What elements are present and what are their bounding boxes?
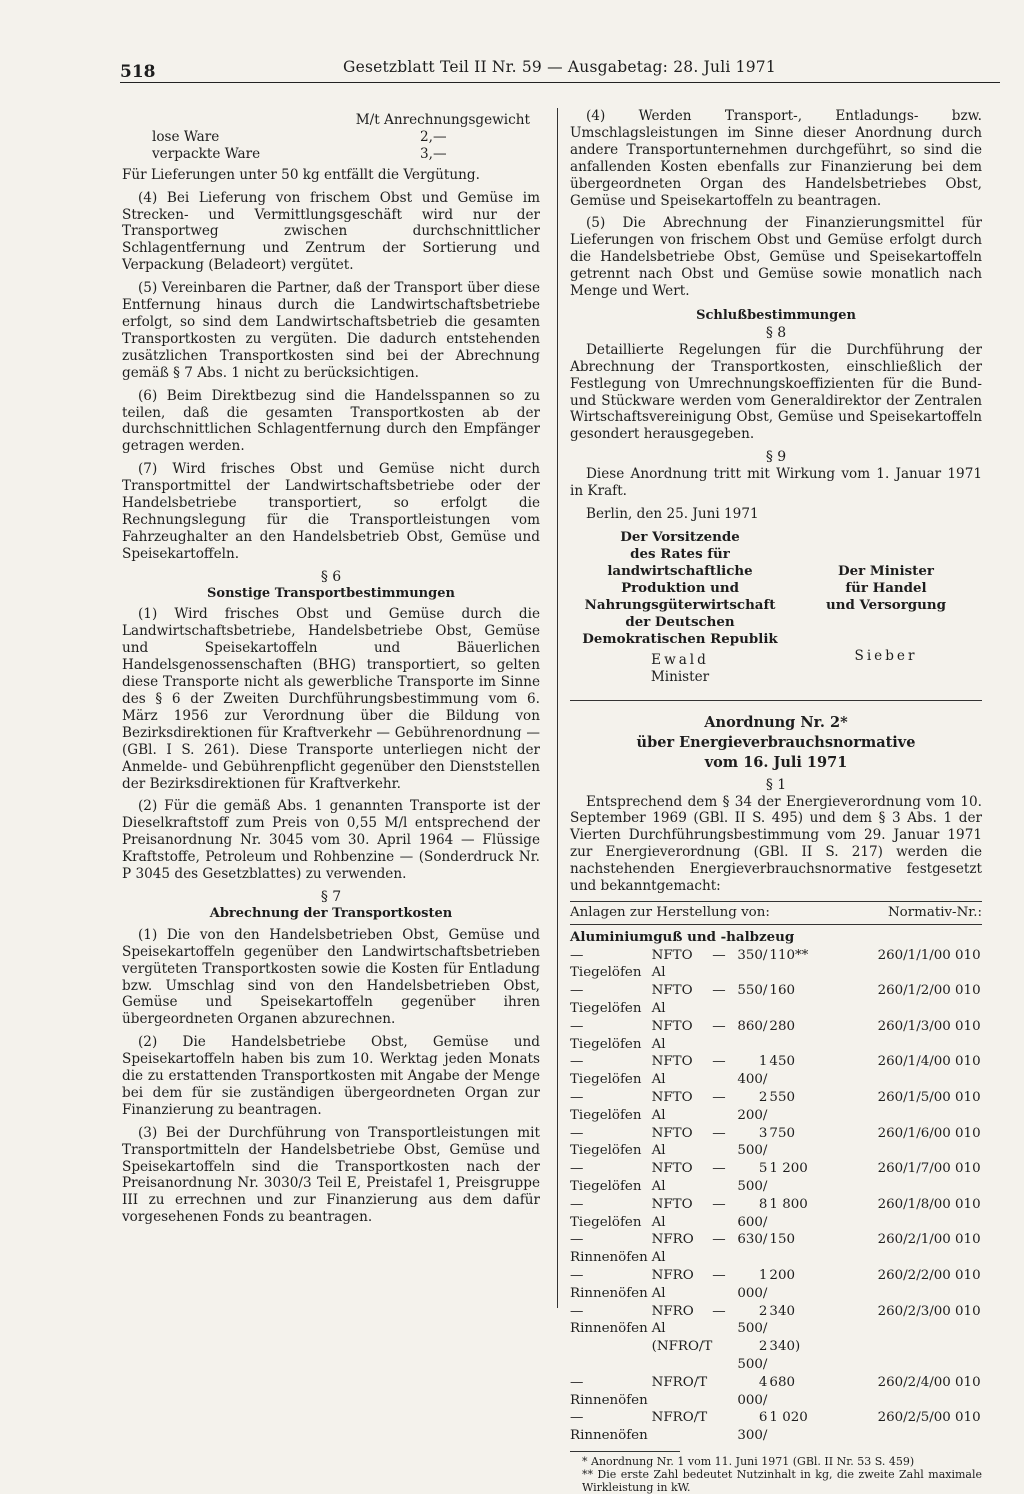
- signature-line: Der Vorsitzende: [620, 528, 740, 545]
- table-cell: 280: [769, 1018, 795, 1034]
- signature-line: der Deutschen: [625, 613, 735, 630]
- table-cell: 450: [769, 1054, 795, 1070]
- table-cell: 1 000/: [737, 1267, 768, 1301]
- table-header: [570, 902, 982, 924]
- signature-line: Der Minister: [838, 562, 934, 579]
- right-column: [570, 108, 982, 1494]
- table-cell: 680: [769, 1374, 795, 1390]
- table-row: [570, 1053, 982, 1089]
- table-cell: — Tiegelöfen: [570, 1054, 642, 1088]
- ordinance-subtitle: über Energieverbrauchsnormative: [636, 733, 916, 751]
- weight-header: M/t Anrechnungsgewicht: [355, 112, 530, 128]
- section-number: § 1: [765, 776, 787, 793]
- table-cell: — Rinnenöfen: [570, 1410, 648, 1444]
- section-number: § 8: [765, 324, 787, 341]
- table-cell: — Tiegelöfen: [570, 1089, 642, 1123]
- table-cell: 750: [769, 1125, 795, 1141]
- signature-line: für Handel: [845, 579, 927, 596]
- table-row: [570, 1338, 982, 1374]
- table-cell: 260/2/3/00 010: [877, 1303, 981, 1319]
- header-rule: [120, 82, 1000, 83]
- normative-table: [570, 929, 982, 1445]
- table-row: [570, 1303, 982, 1339]
- signature-line: landwirtschaftliche: [607, 562, 753, 579]
- table-cell: 260/1/7/00 010: [877, 1161, 981, 1177]
- paragraph: (5) Die Abrechnung der Finanzierungsmittel für Lieferungen von frischem Obst und Gemüse erfolgt durch die Handelsbetriebe Obst, Gemüse und Speisekartoffeln getrennt nach Obst und Gemüse sowie monatlich nach Menge und Wert.: [570, 215, 982, 300]
- page-number: 518: [120, 62, 156, 82]
- signature-line: des Rates für: [630, 545, 730, 562]
- table-group-heading: Aluminiumguß und -halbzeug: [570, 928, 795, 945]
- table-cell: 200: [769, 1267, 795, 1283]
- paragraph: (6) Beim Direktbezug sind die Handelsspannen so zu teilen, daß die gesamten Transportkosten ab der durchschnittlichen Schlagentfernung durch den Empfänger getragen werden.: [122, 387, 540, 455]
- table-row: [570, 1018, 982, 1054]
- table-cell: NFTO — Al: [651, 1054, 726, 1088]
- weight-value: 3,—: [420, 145, 447, 162]
- signature-line: Produktion und: [621, 579, 739, 596]
- weight-label: verpackte Ware: [152, 145, 261, 162]
- ordinance-date: vom 16. Juli 1971: [704, 753, 848, 771]
- table-cell: 2 500/: [737, 1339, 768, 1372]
- table-cell: 8 600/: [737, 1196, 768, 1230]
- paragraph: (3) Bei der Durchführung von Transportleistungen mit Transportmitteln der Handelsbetriebe Obst, Gemüse und Speisekartoffeln sind die Transportkosten nach der Preisanordnung Nr. 3030/3 Teil E, Preistafel 1, Preisgruppe III zu errechnen und zur Finanzierung aus dem dafür vorgesehenen Fonds zu beantragen.: [122, 1124, 540, 1226]
- table-cell: 550: [769, 1089, 795, 1105]
- table-cell: 4 000/: [737, 1374, 768, 1408]
- table-cell: 550/: [737, 983, 768, 999]
- paragraph: (2) Die Handelsbetriebe Obst, Gemüse und Speisekartoffeln haben bis zum 10. Werktag jeden Monats die zu erstattenden Transportkosten mit Angabe der Menge bei dem für sie zuständigen übergeordneten Organ zur Finanzierung zu beantragen.: [122, 1034, 540, 1118]
- table-cell: 260/1/5/00 010: [877, 1089, 981, 1105]
- table-cell: 160: [769, 983, 795, 999]
- ordinance-title: Anordnung Nr. 2*: [704, 713, 848, 731]
- table-cell: 630/: [737, 1232, 768, 1248]
- signer-role: Minister: [650, 668, 710, 685]
- table-row: [570, 1160, 982, 1196]
- table-header-cell: Normativ-Nr.:: [887, 905, 982, 920]
- table-cell: 2 200/: [737, 1089, 768, 1123]
- table-cell: 860/: [737, 1018, 768, 1034]
- left-column: [122, 112, 540, 1232]
- table-cell: — Rinnenöfen: [570, 1374, 648, 1408]
- table-cell: 1 200: [769, 1161, 808, 1177]
- signer-name: Ewald: [651, 651, 709, 668]
- signature-line: Nahrungsgüterwirtschaft: [584, 596, 776, 613]
- table-cell: 260/2/1/00 010: [877, 1232, 981, 1248]
- signature-left: [570, 529, 790, 686]
- table-cell: 260/1/2/00 010: [877, 983, 981, 999]
- table-cell: 260/1/4/00 010: [877, 1054, 981, 1070]
- table-cell: 1 800: [769, 1196, 808, 1212]
- section-number: § 6: [320, 568, 342, 585]
- section-title: Sonstige Transportbestimmungen: [207, 585, 455, 601]
- table-cell: 260/2/5/00 010: [877, 1410, 981, 1426]
- table-cell: — Tiegelöfen: [570, 947, 642, 981]
- signature-line: Demokratischen Republik: [582, 630, 778, 647]
- paragraph: (7) Wird frisches Obst und Gemüse nicht durch Transportmittel der Landwirtschaftsbetriebe oder der Handelsbetriebe transportiert, so erfolgt die Rechnungslegung für die Transportleistungen vom Fahrzeughalter an den Handelsbetrieb Obst, Gemüse und Speisekartoffeln.: [122, 461, 540, 562]
- table-cell: 3 500/: [737, 1125, 768, 1159]
- table-cell: — Tiegelöfen: [570, 1125, 642, 1159]
- paragraph: (4) Werden Transport-, Entladungs- bzw. Umschlagsleistungen im Sinne dieser Anordnung durch andere Transportunternehmen durchgeführt, so sind die anfallenden Kosten ebenfalls zur Finanzierung bei dem übergeordneten Organ des Handelsbetriebes Obst, Gemüse und Speisekartoffeln zu beantragen.: [570, 108, 982, 209]
- table-cell: 110**: [769, 947, 809, 963]
- signature-right: [790, 529, 982, 686]
- table-row: [570, 1409, 982, 1445]
- table-cell: NFTO — Al: [651, 1125, 726, 1159]
- table-cell: 260/1/8/00 010: [877, 1196, 981, 1212]
- table-cell: NFTO — Al: [651, 947, 726, 981]
- footnote: ** Die erste Zahl bedeutet Nutzinhalt in kg, die zweite Zahl maximale Wirkleistung in kW.: [582, 1467, 982, 1494]
- table-cell: 260/1/6/00 010: [877, 1125, 981, 1141]
- table-cell: [570, 1338, 652, 1374]
- weight-label: lose Ware: [152, 128, 220, 145]
- signer-name: Sieber: [854, 647, 918, 664]
- table-cell: NFTO — Al: [651, 1196, 726, 1230]
- table-row: [570, 1231, 982, 1267]
- table-cell: NFRO/T: [651, 1374, 708, 1390]
- table-cell: 150: [769, 1232, 795, 1248]
- table-cell: NFTO — Al: [651, 1161, 726, 1194]
- table-cell: NFTO — Al: [651, 983, 726, 1016]
- paragraph: Entsprechend dem § 34 der Energieverordnung vom 10. September 1969 (GBl. II S. 495) und dem § 3 Abs. 1 der Vierten Durchführungsbestimmung vom 29. Januar 1971 zur Energieverordnung (GBl. II S. 217) werden die nachstehenden Energieverbrauchsnormative festgesetzt und bekanntgemacht:: [570, 793, 982, 895]
- table-cell: (NFRO/T: [651, 1339, 713, 1355]
- table-cell: 340): [769, 1339, 801, 1355]
- table-cell: — Rinnenöfen: [570, 1303, 648, 1337]
- table-rule-bottom: [570, 924, 982, 925]
- place-date: Berlin, den 25. Juni 1971: [586, 505, 759, 522]
- signature-line: und Versorgung: [826, 596, 946, 613]
- running-header: Gesetzblatt Teil II Nr. 59 — Ausgabetag: 28. Juli 1971: [343, 58, 776, 76]
- table-cell: 1 020: [769, 1410, 808, 1426]
- table-cell: — Rinnenöfen: [570, 1267, 648, 1301]
- paragraph: (2) Für die gemäß Abs. 1 genannten Transporte ist der Dieselkraftstoff zum Preis von 0,55 M/l entsprechend der Preisanordnung Nr. 3045 vom 30. April 1964 — Flüssige Kraftstoffe, Petroleum und Rohbenzine — (Sonderdruck Nr. P 3045 des Gesetzblattes) zu verwenden.: [122, 798, 540, 883]
- table-cell: NFTO — Al: [651, 1089, 726, 1123]
- table-row: [570, 947, 982, 983]
- table-cell: 260/2/2/00 010: [877, 1267, 981, 1283]
- table-cell: 260/2/4/00 010: [877, 1374, 981, 1390]
- table-cell: 6 300/: [737, 1410, 768, 1444]
- weight-row: [122, 146, 540, 163]
- table-header-cell: Anlagen zur Herstellung von:: [570, 905, 770, 920]
- paragraph: (1) Die von den Handelsbetrieben Obst, Gemüse und Speisekartoffeln gegenüber den Landwirtschaftsbetrieben vergüteten Transportkosten sowie die Kosten für Entladung bzw. Umschlag sind von den Handelsbetrieben Obst, Gemüse und Speisekartoffeln gegenüber ihren übergeordneten Organen abzurechnen.: [122, 926, 540, 1028]
- table-cell: NFRO — Al: [651, 1267, 726, 1301]
- table-cell: — Tiegelöfen: [570, 1196, 642, 1230]
- table-cell: — Tiegelöfen: [570, 1161, 642, 1194]
- table-cell: 5 500/: [737, 1161, 768, 1194]
- paragraph: Detaillierte Regelungen für die Durchführung der Abrechnung der Transportkosten, einschließlich der Festlegung von Umrechnungskoeffizienten für die Bund- und Stückware werden vom Generaldirektor der Zentralen Wirtschaftsvereinigung Obst, Gemüse und Speisekartoffeln gesondert herausgegeben.: [570, 341, 982, 443]
- table-cell: 340: [769, 1303, 795, 1319]
- table-cell: — Tiegelöfen: [570, 1018, 642, 1052]
- table-cell: — Tiegelöfen: [570, 983, 642, 1016]
- table-row: [570, 982, 982, 1018]
- section-number: § 9: [765, 449, 787, 466]
- table-cell: 260/1/1/00 010: [877, 947, 981, 963]
- section-number: § 7: [320, 888, 342, 905]
- table-row: [570, 1267, 982, 1303]
- weight-row: [122, 129, 540, 146]
- weight-value: 2,—: [420, 128, 447, 145]
- table-cell: 2 500/: [737, 1303, 768, 1337]
- table-cell: 1 400/: [737, 1054, 768, 1088]
- section-rule: [570, 700, 982, 701]
- paragraph: (1) Wird frisches Obst und Gemüse durch die Landwirtschaftsbetriebe, Handelsbetriebe Obst, Gemüse und Speisekartoffeln und Bäuerlichen Handelsgenossenschaften (BHG) transportiert, so gelten diese Transporte nicht als gewerbliche Transporte im Sinne des § 6 der Zweiten Durchführungsbestimmung vom 6. März 1956 zur Verordnung über die Bildung von Bezirksdirektionen für Kraftverkehr — Gebührenordnung — (GBl. I S. 261). Diese Transporte unterliegen nicht der Anmelde- und Gebührenpflicht gegenüber den Dienststellen der Bezirksdirektionen für Kraftverkehr.: [122, 606, 540, 792]
- table-cell: 260/1/3/00 010: [877, 1018, 981, 1034]
- signature-block: [570, 529, 982, 686]
- table-cell: NFRO/T: [651, 1410, 708, 1426]
- paragraph: (4) Bei Lieferung von frischem Obst und Gemüse im Strecken- und Vermittlungsgeschäft wird nur der Transportweg zwischen durchschnittlicher Schlagentfernung und Zentrum der Sortierung und Verpackung (Beladeort) vergütet.: [122, 189, 540, 274]
- table-cell: 350/: [737, 947, 768, 963]
- table-cell: NFRO — Al: [651, 1232, 726, 1266]
- footnote-rule: [570, 1451, 680, 1452]
- section-title: Abrechnung der Transportkosten: [209, 905, 453, 921]
- table-row: [570, 1125, 982, 1161]
- section-title: Schlußbestimmungen: [696, 307, 856, 323]
- column-divider: [557, 108, 558, 1308]
- table-cell: [878, 1338, 982, 1374]
- table-cell: NFTO — Al: [651, 1018, 726, 1052]
- table-row: [570, 1196, 982, 1232]
- table-row: [570, 1374, 982, 1410]
- table-cell: — Rinnenöfen: [570, 1232, 648, 1266]
- table-cell: NFRO — Al: [651, 1303, 726, 1337]
- footnote: * Anordnung Nr. 1 vom 11. Juni 1971 (GBl. II Nr. 53 S. 459): [582, 1454, 915, 1468]
- paragraph: Diese Anordnung tritt mit Wirkung vom 1. Januar 1971 in Kraft.: [570, 466, 982, 500]
- paragraph: Für Lieferungen unter 50 kg entfällt die Vergütung.: [122, 166, 480, 183]
- table-row: [570, 1089, 982, 1125]
- paragraph: (5) Vereinbaren die Partner, daß der Transport über diese Entfernung hinaus durch die Landwirtschaftsbetriebe erfolgt, so sind dem Landwirtschaftsbetrieb die gesamten Transportkosten zu vergüten. Die dadurch entstehenden zusätzlichen Transportkosten sind bei der Abrechnung gemäß § 7 Abs. 1 nicht zu berücksichtigen.: [122, 280, 540, 381]
